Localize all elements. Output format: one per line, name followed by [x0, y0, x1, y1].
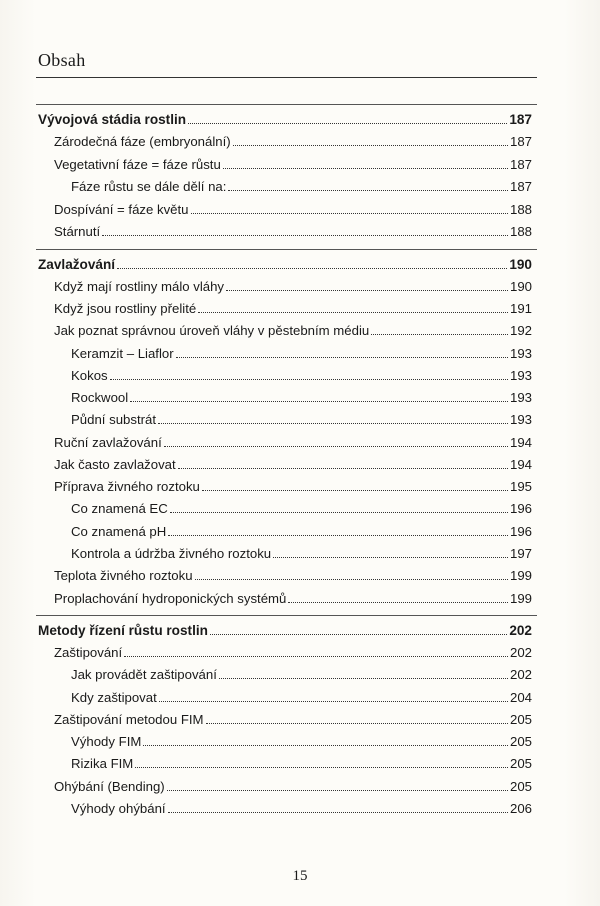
toc-entry[interactable] [54, 478, 532, 495]
toc-entry-page: 187 [509, 157, 532, 172]
toc-entry-chapter[interactable] [38, 111, 532, 128]
toc-entry-title: Kokos [71, 368, 108, 383]
toc-entry-page: 194 [509, 435, 532, 450]
toc-entry[interactable] [71, 345, 532, 362]
section-divider [36, 249, 537, 250]
toc-entry[interactable] [54, 156, 532, 173]
toc-entry-chapter[interactable] [38, 256, 532, 273]
toc-entry-title: Jak často zavlažovat [54, 457, 176, 472]
toc-entry[interactable] [54, 223, 532, 240]
toc-entry-title: Co znamená pH [71, 524, 167, 539]
toc-entry-page: 195 [509, 479, 532, 494]
toc-entry-title: Půdní substrát [71, 412, 157, 427]
toc-entry-title: Rockwool [71, 390, 129, 405]
toc-leader-dots [164, 446, 508, 447]
toc-entry-page: 206 [509, 801, 532, 816]
toc-entry-title: Zaštipování [54, 645, 123, 660]
toc-leader-dots [233, 145, 508, 146]
toc-entry-title: Fáze růstu se dále dělí na: [71, 179, 227, 194]
toc-leader-dots [135, 767, 508, 768]
toc-entry[interactable] [54, 300, 532, 317]
toc-entry-page: 190 [509, 279, 532, 294]
toc-entry[interactable] [54, 644, 532, 661]
toc-entry[interactable] [71, 800, 532, 817]
toc-entry-page: 192 [509, 323, 532, 338]
toc-entry-page: 205 [509, 712, 532, 727]
toc-entry-title: Kontrola a údržba živného roztoku [71, 546, 272, 561]
toc-entry-page: 199 [509, 568, 532, 583]
toc-entry[interactable] [71, 178, 532, 195]
toc-entry-page: 188 [509, 224, 532, 239]
toc-entry-title: Když jsou rostliny přelité [54, 301, 197, 316]
toc-leader-dots [110, 379, 508, 380]
toc-entry-page: 191 [509, 301, 532, 316]
toc-entry[interactable] [54, 778, 532, 795]
toc-leader-dots [117, 268, 507, 269]
toc-entry[interactable] [71, 666, 532, 683]
toc-entry-title: Jak provádět zaštipování [71, 667, 217, 682]
toc-entry-title: Proplachování hydroponických systémů [54, 591, 287, 606]
toc-entry-title: Zárodečná fáze (embryonální) [54, 134, 231, 149]
toc-entry[interactable] [71, 411, 532, 428]
toc-entry[interactable] [54, 278, 532, 295]
toc-leader-dots [124, 656, 508, 657]
toc-entry[interactable] [71, 367, 532, 384]
toc-leader-dots [371, 334, 508, 335]
toc-leader-dots [273, 557, 508, 558]
toc-entry-page: 190 [509, 257, 532, 272]
toc-entry-page: 202 [509, 623, 532, 638]
toc-entry-page: 187 [509, 112, 532, 127]
toc-entry-page: 199 [509, 591, 532, 606]
toc-entry-page: 193 [509, 390, 532, 405]
toc-leader-dots [226, 290, 508, 291]
toc-entry[interactable] [71, 689, 532, 706]
toc-entry[interactable] [71, 755, 532, 772]
toc-leader-dots [223, 168, 508, 169]
toc-leader-dots [191, 213, 508, 214]
page-number: 15 [292, 868, 308, 884]
toc-leader-dots [219, 678, 508, 679]
toc-entry-title: Kdy zaštipovat [71, 690, 157, 705]
header-rule [36, 77, 537, 78]
toc-entry-page: 193 [509, 368, 532, 383]
toc-entry[interactable] [54, 322, 532, 339]
toc-leader-dots [167, 790, 508, 791]
toc-entry-page: 205 [509, 734, 532, 749]
toc-entry-title: Když mají rostliny málo vláhy [54, 279, 225, 294]
toc-entry-title: Vegetativní fáze = fáze růstu [54, 157, 221, 172]
toc-leader-dots [206, 723, 508, 724]
toc-entry-title: Metody řízení růstu rostlin [38, 623, 208, 638]
toc-leader-dots [228, 190, 508, 191]
toc-leader-dots [158, 423, 508, 424]
toc-entry-title: Stárnutí [54, 224, 101, 239]
toc-entry-title: Příprava živného roztoku [54, 479, 200, 494]
toc-entry-title: Zaštipování metodou FIM [54, 712, 204, 727]
toc-entry[interactable] [71, 733, 532, 750]
toc-leader-dots [168, 812, 508, 813]
toc-entry[interactable] [54, 133, 532, 150]
toc-entry[interactable] [54, 201, 532, 218]
toc-entry-page: 193 [509, 412, 532, 427]
toc-leader-dots [159, 701, 508, 702]
toc-entry[interactable] [71, 389, 532, 406]
toc-entry-page: 204 [509, 690, 532, 705]
toc-leader-dots [195, 579, 508, 580]
toc-entry[interactable] [71, 500, 532, 517]
toc-entry-page: 193 [509, 346, 532, 361]
toc-entry-title: Rizika FIM [71, 756, 134, 771]
toc-entry-title: Ohýbání (Bending) [54, 779, 165, 794]
toc-leader-dots [170, 512, 508, 513]
toc-leader-dots [198, 312, 508, 313]
toc-entry-title: Jak poznat správnou úroveň vláhy v pěstebním médiu [54, 323, 370, 338]
toc-leader-dots [210, 634, 507, 635]
toc-leader-dots [188, 123, 507, 124]
toc-entry-page: 202 [509, 645, 532, 660]
toc-entry-page: 187 [509, 179, 532, 194]
toc-entry-chapter[interactable] [38, 622, 532, 639]
toc-entry-title: Výhody ohýbání [71, 801, 166, 816]
section-divider [36, 615, 537, 616]
toc-entry-title: Ruční zavlažování [54, 435, 162, 450]
toc-entry[interactable] [71, 523, 532, 540]
toc-entry[interactable] [54, 711, 532, 728]
toc-leader-dots [176, 357, 508, 358]
toc-entry-title: Dospívání = fáze květu [54, 202, 189, 217]
toc-leader-dots [130, 401, 508, 402]
toc-leader-dots [168, 535, 508, 536]
toc-entry[interactable] [54, 456, 532, 473]
toc-entry-page: 205 [509, 779, 532, 794]
toc-entry-page: 187 [509, 134, 532, 149]
toc-leader-dots [143, 745, 508, 746]
toc-entry-title: Co znamená EC [71, 501, 168, 516]
toc-entry-page: 196 [509, 524, 532, 539]
toc-entry-title: Keramzit – Liaflor [71, 346, 174, 361]
toc-leader-dots [102, 235, 508, 236]
toc-entry[interactable] [54, 590, 532, 607]
toc-leader-dots [178, 468, 508, 469]
toc-entry-title: Teplota živného roztoku [54, 568, 193, 583]
toc-entry-page: 197 [509, 546, 532, 561]
toc-entry-page: 196 [509, 501, 532, 516]
page-title: Obsah [38, 50, 86, 70]
toc-entry-title: Výhody FIM [71, 734, 142, 749]
section-divider [36, 104, 537, 105]
toc-leader-dots [202, 490, 508, 491]
toc-entry-page: 194 [509, 457, 532, 472]
toc-entry-page: 202 [509, 667, 532, 682]
toc-entry-page: 205 [509, 756, 532, 771]
toc-entry-title: Vývojová stádia rostlin [38, 112, 187, 127]
toc-entry-title: Zavlažování [38, 257, 116, 272]
toc-entry[interactable] [71, 545, 532, 562]
toc-entry[interactable] [54, 434, 532, 451]
toc-leader-dots [288, 602, 508, 603]
toc-entry-page: 188 [509, 202, 532, 217]
toc-entry[interactable] [54, 567, 532, 584]
